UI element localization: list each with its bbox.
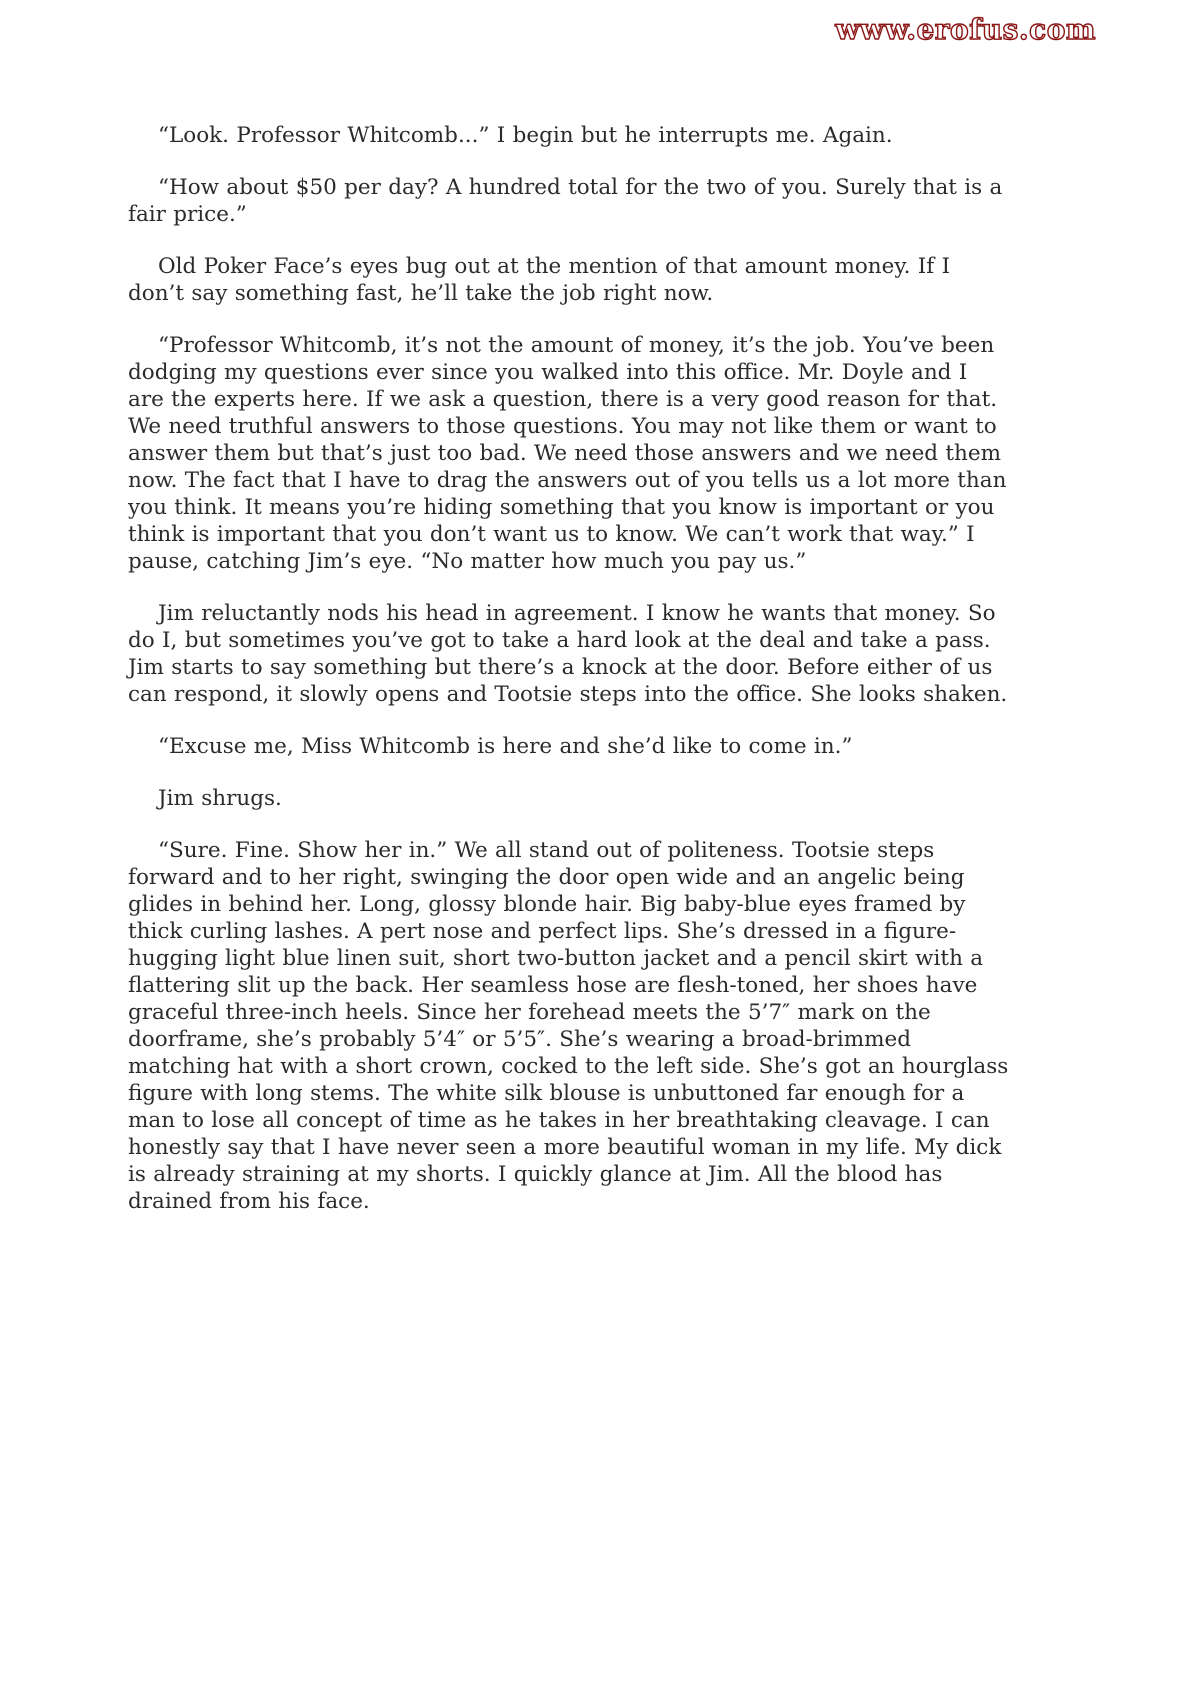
paragraph: “Excuse me, Miss Whitcomb is here and she’d like to come in.”: [158, 734, 853, 759]
document-text: [128, 122, 1010, 1240]
watermark-text: www.erofus.com: [835, 13, 1096, 46]
paragraph: “Sure. Fine. Show her in.” We all stand out of politeness. Tootsie steps forward and to her right, swinging the door open wide and an angelic being glides in behind her. Long, glossy blonde hair. Big baby-blue eyes framed by thick curling lashes. A pert nose and perfect lips. She’s dressed in a figure-hugging light blue linen suit, short two-button jacket and a pencil skirt with a flattering slit up the back. Her seamless hose are flesh-toned, her shoes have graceful three-inch heels. Since her forehead meets the 5’7″ mark on the doorframe, she’s probably 5’4″ or 5’5″. She’s wearing a broad-brimmed matching hat with a short crown, cocked to the left side. She’s got an hourglass figure with long stems. The white silk blouse is unbuttoned far enough for a man to lose all concept of time as he takes in her breathtaking cleavage. I can honestly say that I have never seen a more beautiful woman in my life. My dick is already straining at my shorts. I quickly glance at Jim. All the blood has drained from his face.: [128, 838, 1009, 1214]
paragraph: Jim reluctantly nods his head in agreement. I know he wants that money. So do I, but sometimes you’ve got to take a hard look at the deal and take a pass. Jim starts to say something but there’s a knock at the door. Before either of us can respond, it slowly opens and Tootsie steps into the office. She looks shaken.: [128, 601, 1008, 707]
paragraph: “How about $50 per day? A hundred total for the two of you. Surely that is a fair price.”: [128, 175, 1003, 227]
paragraph: Old Poker Face’s eyes bug out at the mention of that amount money. If I don’t say something fast, he’ll take the job right now.: [128, 254, 951, 306]
paragraph: “Look. Professor Whitcomb...” I begin but he interrupts me. Again.: [158, 123, 893, 148]
paragraph: “Professor Whitcomb, it’s not the amount of money, it’s the job. You’ve been dodging my questions ever since you walked into this office. Mr. Doyle and I are the experts here. If we ask a question, there is a very good reason for that. We need truthful answers to those questions. You may not like them or want to answer them but that’s just too bad. We need those answers and we need them now. The fact that I have to drag the answers out of you tells us a lot more than you think. It means you’re hiding something that you know is important or you think is important that you don’t want us to know. We can’t work that way.” I pause, catching Jim’s eye. “No matter how much you pay us.”: [128, 333, 1007, 574]
paragraph: Jim shrugs.: [158, 786, 282, 811]
